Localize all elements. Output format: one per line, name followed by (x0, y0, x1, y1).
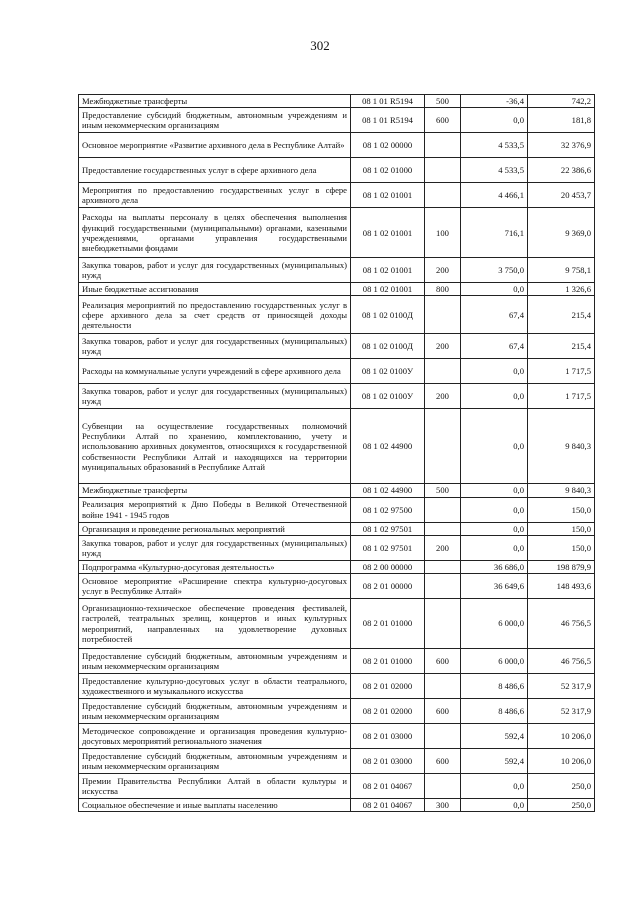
row-code: 08 2 01 00000 (351, 574, 425, 599)
row-vr: 300 (425, 799, 461, 812)
row-value-1: 0,0 (461, 409, 528, 484)
table-row (79, 359, 595, 384)
row-value-1: 0,0 (461, 799, 528, 812)
row-value-2: 20 453,7 (528, 183, 595, 208)
row-value-1: 4 466,1 (461, 183, 528, 208)
row-code: 08 2 01 03000 (351, 749, 425, 774)
table-row (79, 133, 595, 158)
row-vr (425, 574, 461, 599)
row-value-2: 250,0 (528, 774, 595, 799)
row-vr (425, 296, 461, 334)
row-vr (425, 133, 461, 158)
row-vr: 500 (425, 484, 461, 497)
row-code: 08 2 01 04067 (351, 774, 425, 799)
row-value-1: 0,0 (461, 384, 528, 409)
row-value-2: 10 206,0 (528, 749, 595, 774)
table-row (79, 108, 595, 133)
row-value-1: 0,0 (461, 359, 528, 384)
row-value-1: 0,0 (461, 497, 528, 522)
table-row (79, 535, 595, 560)
row-vr: 600 (425, 108, 461, 133)
row-value-2: 1 717,5 (528, 359, 595, 384)
row-vr (425, 183, 461, 208)
row-name: Межбюджетные трансферты (79, 484, 351, 497)
row-value-1: 3 750,0 (461, 258, 528, 283)
table-row (79, 296, 595, 334)
row-code: 08 1 02 97501 (351, 535, 425, 560)
row-value-2: 46 756,5 (528, 599, 595, 649)
row-name: Предоставление субсидий бюджетным, автономным учреждениям и иным некоммерческим организациям (79, 649, 351, 674)
row-value-2: 181,8 (528, 108, 595, 133)
row-value-2: 22 386,6 (528, 158, 595, 183)
row-vr (425, 409, 461, 484)
row-code: 08 2 01 03000 (351, 724, 425, 749)
row-code: 08 1 02 0100Д (351, 296, 425, 334)
row-value-1: 67,4 (461, 296, 528, 334)
row-value-1: 6 000,0 (461, 649, 528, 674)
row-name: Реализация мероприятий к Дню Победы в Великой Отечественной войне 1941 - 1945 годов (79, 497, 351, 522)
table-row (79, 183, 595, 208)
row-name: Мероприятия по предоставлению государственных услуг в сфере архивного дела (79, 183, 351, 208)
row-vr (425, 497, 461, 522)
row-value-1: 8 486,6 (461, 674, 528, 699)
row-value-1: -36,4 (461, 95, 528, 108)
row-code: 08 1 02 0100У (351, 359, 425, 384)
row-name: Социальное обеспечение и иные выплаты населению (79, 799, 351, 812)
row-name: Организационно-техническое обеспечение проведения фестивалей, гастролей, театральных зрелищ, концертов и иных культурных мероприятий, направленных на удовлетворение духовных потребностей (79, 599, 351, 649)
row-code: 08 1 02 01001 (351, 283, 425, 296)
table-row (79, 497, 595, 522)
row-value-2: 9 840,3 (528, 484, 595, 497)
row-code: 08 1 02 01000 (351, 158, 425, 183)
table-row (79, 560, 595, 573)
row-name: Предоставление государственных услуг в сфере архивного дела (79, 158, 351, 183)
row-value-1: 6 000,0 (461, 599, 528, 649)
table-row (79, 799, 595, 812)
row-code: 08 1 02 01001 (351, 183, 425, 208)
row-vr: 200 (425, 384, 461, 409)
row-name: Расходы на выплаты персоналу в целях обеспечения выполнения функций государственными (муниципальными) органами, казенными учреждениями, органами управления государственными внебюджетными фондами (79, 208, 351, 258)
row-code: 08 1 02 01001 (351, 208, 425, 258)
row-value-1: 0,0 (461, 535, 528, 560)
row-name: Премии Правительства Республики Алтай в области культуры и искусства (79, 774, 351, 799)
row-code: 08 1 02 01001 (351, 258, 425, 283)
table-row (79, 384, 595, 409)
row-value-1: 8 486,6 (461, 699, 528, 724)
table-row (79, 208, 595, 258)
row-value-2: 32 376,9 (528, 133, 595, 158)
row-vr (425, 560, 461, 573)
table-row (79, 674, 595, 699)
row-name: Закупка товаров, работ и услуг для государственных (муниципальных) нужд (79, 258, 351, 283)
row-vr (425, 158, 461, 183)
row-vr (425, 522, 461, 535)
table-row (79, 599, 595, 649)
row-value-2: 46 756,5 (528, 649, 595, 674)
row-name: Предоставление субсидий бюджетным, автономным учреждениям и иным некоммерческим организациям (79, 749, 351, 774)
row-value-1: 36 686,0 (461, 560, 528, 573)
row-value-2: 52 317,9 (528, 674, 595, 699)
row-value-1: 592,4 (461, 724, 528, 749)
row-value-2: 215,4 (528, 334, 595, 359)
row-vr (425, 774, 461, 799)
table-row (79, 334, 595, 359)
row-value-1: 67,4 (461, 334, 528, 359)
page-number: 302 (310, 38, 330, 53)
row-vr: 100 (425, 208, 461, 258)
budget-table (78, 94, 595, 812)
row-vr (425, 359, 461, 384)
budget-table-body (79, 95, 595, 812)
row-value-2: 742,2 (528, 95, 595, 108)
row-value-1: 0,0 (461, 774, 528, 799)
row-vr: 600 (425, 699, 461, 724)
row-value-2: 150,0 (528, 497, 595, 522)
row-value-2: 1 717,5 (528, 384, 595, 409)
row-value-2: 9 840,3 (528, 409, 595, 484)
row-name: Подпрограмма «Культурно-досуговая деятельность» (79, 560, 351, 573)
row-name: Предоставление субсидий бюджетным, автономным учреждениям и иным некоммерческим организациям (79, 699, 351, 724)
row-vr: 800 (425, 283, 461, 296)
row-value-2: 148 493,6 (528, 574, 595, 599)
row-code: 08 2 00 00000 (351, 560, 425, 573)
row-vr (425, 724, 461, 749)
row-vr: 200 (425, 258, 461, 283)
row-code: 08 1 02 97500 (351, 497, 425, 522)
row-value-1: 0,0 (461, 108, 528, 133)
row-code: 08 1 02 0100У (351, 384, 425, 409)
row-value-2: 198 879,9 (528, 560, 595, 573)
row-code: 08 1 02 44900 (351, 409, 425, 484)
row-value-2: 10 206,0 (528, 724, 595, 749)
row-value-2: 215,4 (528, 296, 595, 334)
table-row (79, 699, 595, 724)
row-vr (425, 599, 461, 649)
table-row (79, 574, 595, 599)
row-vr: 200 (425, 334, 461, 359)
row-code: 08 2 01 02000 (351, 699, 425, 724)
row-value-2: 150,0 (528, 522, 595, 535)
row-value-1: 716,1 (461, 208, 528, 258)
table-row (79, 258, 595, 283)
row-code: 08 2 01 01000 (351, 649, 425, 674)
row-code: 08 2 01 04067 (351, 799, 425, 812)
row-code: 08 1 01 R5194 (351, 95, 425, 108)
row-value-1: 4 533,5 (461, 158, 528, 183)
row-name: Основное мероприятие «Расширение спектра культурно-досуговых услуг в Республике Алтай» (79, 574, 351, 599)
row-value-1: 36 649,6 (461, 574, 528, 599)
row-name: Основное мероприятие «Развитие архивного дела в Республике Алтай» (79, 133, 351, 158)
row-code: 08 1 02 0100Д (351, 334, 425, 359)
row-vr (425, 674, 461, 699)
table-row (79, 95, 595, 108)
row-name: Организация и проведение региональных мероприятий (79, 522, 351, 535)
row-value-1: 4 533,5 (461, 133, 528, 158)
table-row (79, 409, 595, 484)
row-code: 08 1 02 97501 (351, 522, 425, 535)
table-row (79, 484, 595, 497)
table-row (79, 283, 595, 296)
row-vr: 200 (425, 535, 461, 560)
row-code: 08 2 01 01000 (351, 599, 425, 649)
table-row (79, 724, 595, 749)
row-value-1: 0,0 (461, 283, 528, 296)
row-value-2: 1 326,6 (528, 283, 595, 296)
row-value-2: 250,0 (528, 799, 595, 812)
row-value-2: 9 758,1 (528, 258, 595, 283)
row-code: 08 1 01 R5194 (351, 108, 425, 133)
row-name: Предоставление культурно-досуговых услуг в области театрального, художественного и музыкального искусства (79, 674, 351, 699)
row-value-2: 9 369,0 (528, 208, 595, 258)
row-code: 08 1 02 44900 (351, 484, 425, 497)
row-value-2: 150,0 (528, 535, 595, 560)
row-vr: 600 (425, 649, 461, 674)
row-value-1: 0,0 (461, 484, 528, 497)
row-code: 08 2 01 02000 (351, 674, 425, 699)
row-name: Методическое сопровождение и организация проведения культурно-досуговых мероприятий регионального значения (79, 724, 351, 749)
row-value-1: 592,4 (461, 749, 528, 774)
row-name: Расходы на коммунальные услуги учреждений в сфере архивного дела (79, 359, 351, 384)
row-name: Субвенции на осуществление государственных полномочий Республики Алтай по хранению, комплектованию, учету и использованию архивных документов, относящихся к государственной собственности Республики Алтай и находящихся на территории муниципальных образований в Республике Алтай (79, 409, 351, 484)
row-code: 08 1 02 00000 (351, 133, 425, 158)
table-row (79, 158, 595, 183)
table-row (79, 649, 595, 674)
row-name: Закупка товаров, работ и услуг для государственных (муниципальных) нужд (79, 384, 351, 409)
table-row (79, 749, 595, 774)
row-vr: 500 (425, 95, 461, 108)
table-row (79, 774, 595, 799)
row-value-1: 0,0 (461, 522, 528, 535)
row-name: Реализация мероприятий по предоставлению государственных услуг в сфере архивного дела за счет средств от приносящей доходы деятельности (79, 296, 351, 334)
row-value-2: 52 317,9 (528, 699, 595, 724)
row-name: Межбюджетные трансферты (79, 95, 351, 108)
row-name: Иные бюджетные ассигнования (79, 283, 351, 296)
row-name: Закупка товаров, работ и услуг для государственных (муниципальных) нужд (79, 334, 351, 359)
row-vr: 600 (425, 749, 461, 774)
table-row (79, 522, 595, 535)
row-name: Предоставление субсидий бюджетным, автономным учреждениям и иным некоммерческим организациям (79, 108, 351, 133)
row-name: Закупка товаров, работ и услуг для государственных (муниципальных) нужд (79, 535, 351, 560)
